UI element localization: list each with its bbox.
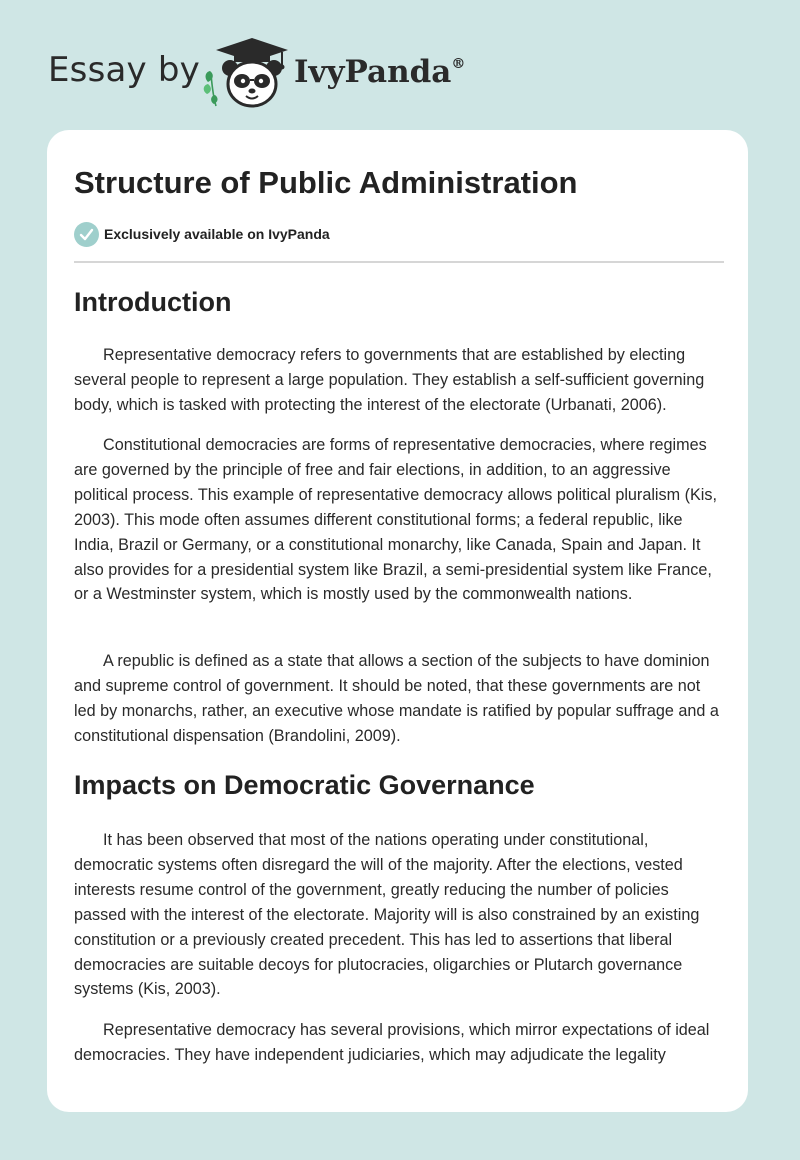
paragraph: Representative democracy refers to governments that are established by electing several people to represent a large population. They establish a self-sufficient governing body, which is tasked with protecting the interest of the electorate (Urbanati, 2006). (74, 346, 705, 414)
title-divider (74, 261, 724, 263)
brand-name-text: IvyPanda (294, 54, 452, 90)
exclusive-label: Exclusively available on IvyPanda (104, 226, 330, 242)
brand-header (48, 34, 548, 114)
paragraph: It has been observed that most of the nations operating under constitutional, democratic systems often disregard the will of the majority. After the elections, vested interests resume control of the government, greatly reducing the number of policies passed with the interest of the electorate. Majority will is also constrained by an existing constitution or a previously created precedent. This has led to assertions that liberal democracies are suitable decoys for plutocracies, oligarchies or Plutarch governance systems (Kis, 2003). (74, 831, 700, 999)
brand-prefix: Essay by (48, 50, 200, 90)
essay-card (47, 130, 748, 1112)
exclusive-badge (74, 220, 330, 248)
brand-name (294, 54, 465, 90)
paragraph: A republic is defined as a state that allows a section of the subjects to have dominion and supreme control of government. It should be noted, that these governments are not led by monarchs, rather, an executive whose mandate is ratified by popular suffrage and a constitutional dispensation (Brandolini, 2009). (74, 652, 719, 745)
page-title: Structure of Public Administration (74, 165, 578, 200)
paragraph: Representative democracy has several provisions, which mirror expectations of ideal democracies. They have independent judiciaries, which may adjudicate the legality (74, 1021, 710, 1064)
paragraph: Constitutional democracies are forms of representative democracies, where regimes are governed by the principle of free and fair elections, in addition, to an aggressive political process. This example of representative democracy allows political pluralism (Kis, 2003). This mode often assumes different constitutional forms; a federal republic, like India, Brazil or Germany, or a constitutional monarchy, like Canada, Spain and Japan. It also provides for a presidential system like Brazil, a semi-presidential system like France, or a Westminster system, which is mostly used by the commonwealth nations. (74, 436, 717, 604)
section-heading-impacts: Impacts on Democratic Governance (74, 770, 535, 800)
registered-mark: ® (451, 56, 466, 72)
check-circle-icon (74, 222, 99, 247)
panda-graduate-icon (202, 34, 290, 110)
section-heading-introduction: Introduction (74, 287, 232, 317)
